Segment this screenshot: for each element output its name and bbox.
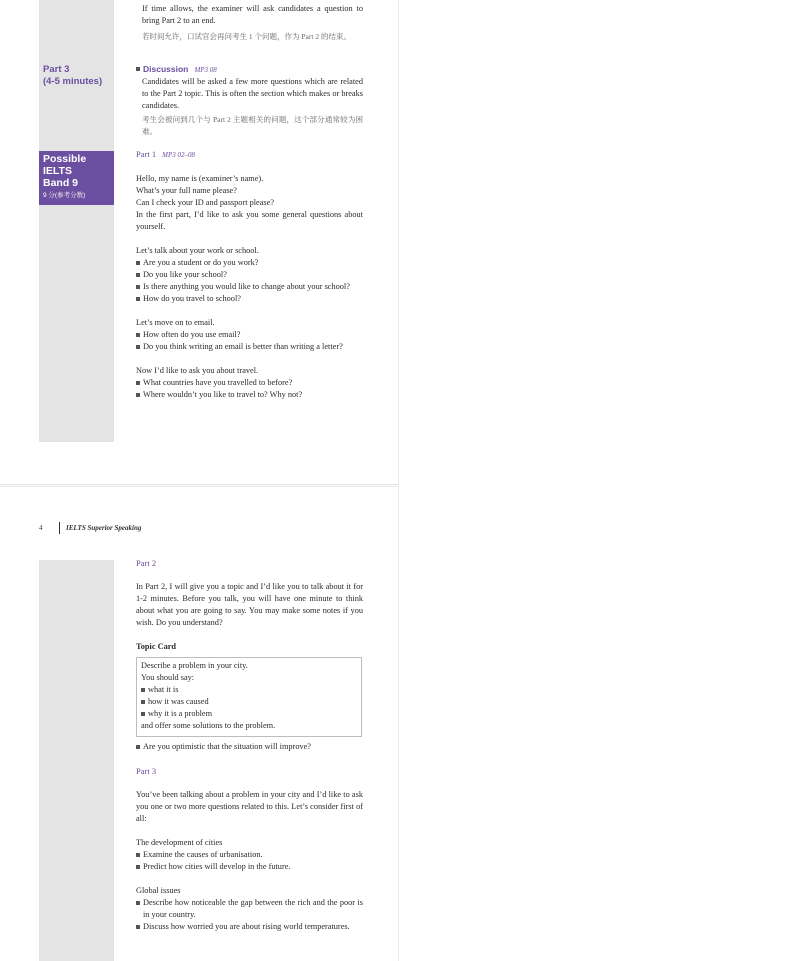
bullet-icon [136,925,140,929]
band-badge [39,151,114,205]
bullet-icon [136,67,140,71]
book-title: IELTS Superior Speaking [66,524,142,532]
list-item: How do you travel to school? [136,293,363,305]
bullet-icon [136,273,140,277]
part1-line: Hello, my name is (examiner’s name). [136,174,264,183]
list-item: Discuss how worried you are about rising world temperatures. [136,921,363,933]
band-line-2: IELTS [43,165,72,177]
part3-title: Part 3 [136,766,157,776]
discussion-cn: 考生会被问到几个与 Part 2 主题相关的问题，这个部分通常较为困难。 [142,115,363,136]
bullet-icon [136,393,140,397]
bullet-icon [136,333,140,337]
bullet-icon [141,688,145,692]
topic-card [136,657,362,737]
band-subtitle: 9 分(参考分数) [43,192,86,199]
bullet-icon [136,853,140,857]
mp3-icon: MP3 08 [194,66,217,74]
list-item: Is there anything you would like to change about your school? [136,281,363,293]
part1-line: Can I check your ID and passport please? [136,198,275,207]
discussion-title: Discussion [143,64,189,74]
bullet-icon [141,712,145,716]
part3-text: You’ve been talking about a problem in your city and I’d like to ask you one or two more questions related to this. Let’s consider first of all: [136,790,363,823]
global-heading: Global issues [136,886,181,895]
discussion-en: Candidates will be asked a few more questions which are related to the Part 2 topic. This is often the section which makes or breaks candidates. [142,77,363,110]
part2-text: In Part 2, I will give you a topic and I’d like you to talk about it for 1-2 minutes. Before you talk, you will have one minute to think about what you are going to say. You may make some notes if you wish. Do you understand? [136,582,363,627]
list-item: What countries have you travelled to before? [136,377,363,389]
bullet-icon [141,700,145,704]
topic-card-title: Topic Card [136,642,177,651]
cities-heading: The development of cities [136,838,223,847]
topic-line: and offer some solutions to the problem. [141,721,276,730]
part3-time: (4-5 minutes) [43,76,103,87]
header-divider [59,522,60,534]
sidebar-bar [39,560,114,961]
list-item: Do you like your school? [136,269,363,281]
part1-line: What’s your full name please? [136,186,237,195]
part2-title: Part 2 [136,558,157,568]
travel-intro: Now I’d like to ask you about travel. [136,366,259,375]
list-item: Do you think writing an email is better than writing a letter? [136,341,363,353]
email-intro: Let’s move on to email. [136,318,215,327]
band-line-3: Band 9 [43,177,79,189]
part3-side-label [43,64,102,88]
bullet-icon [136,297,140,301]
list-item: what it is [141,684,357,696]
discussion-block [136,63,363,138]
page-number: 4 [39,524,43,532]
mp3-icon: MP3 02–08 [162,151,196,159]
intro-en: If time allows, the examiner will ask candidates a question to bring Part 2 to an end. [142,4,363,25]
intro-cn: 若时间允许，口试官会再问考生 1 个问题，作为 Part 2 的结束。 [142,32,351,41]
bullet-icon [136,261,140,265]
intro-block [142,3,363,43]
list-item: Predict how cities will develop in the future. [136,861,363,873]
band-line-1: Possible [43,153,87,165]
bullet-icon [136,745,140,749]
list-item: Examine the causes of urbanisation. [136,849,363,861]
work-intro: Let’s talk about your work or school. [136,246,259,255]
part1-line: In the first part, I’d like to ask you some general questions about yourself. [136,210,363,231]
part1-block [136,148,363,401]
list-item: Are you optimistic that the situation will improve? [136,741,363,753]
part1-title: Part 1 [136,149,157,159]
part3-label: Part 3 [43,64,70,75]
bullet-icon [136,345,140,349]
list-item: How often do you use email? [136,329,363,341]
topic-line: Describe a problem in your city. [141,661,248,670]
page-top [0,0,399,485]
bullet-icon [136,381,140,385]
list-item: Describe how noticeable the gap between the rich and the poor is in your country. [136,897,363,921]
bullet-icon [136,865,140,869]
list-item: why it is a problem [141,708,357,720]
part2-block [136,557,363,933]
topic-line: You should say: [141,673,195,682]
list-item: how it was caused [141,696,357,708]
bullet-icon [136,901,140,905]
list-item: Are you a student or do you work? [136,257,363,269]
bullet-icon [136,285,140,289]
list-item: Where wouldn’t you like to travel to? Why not? [136,389,363,401]
